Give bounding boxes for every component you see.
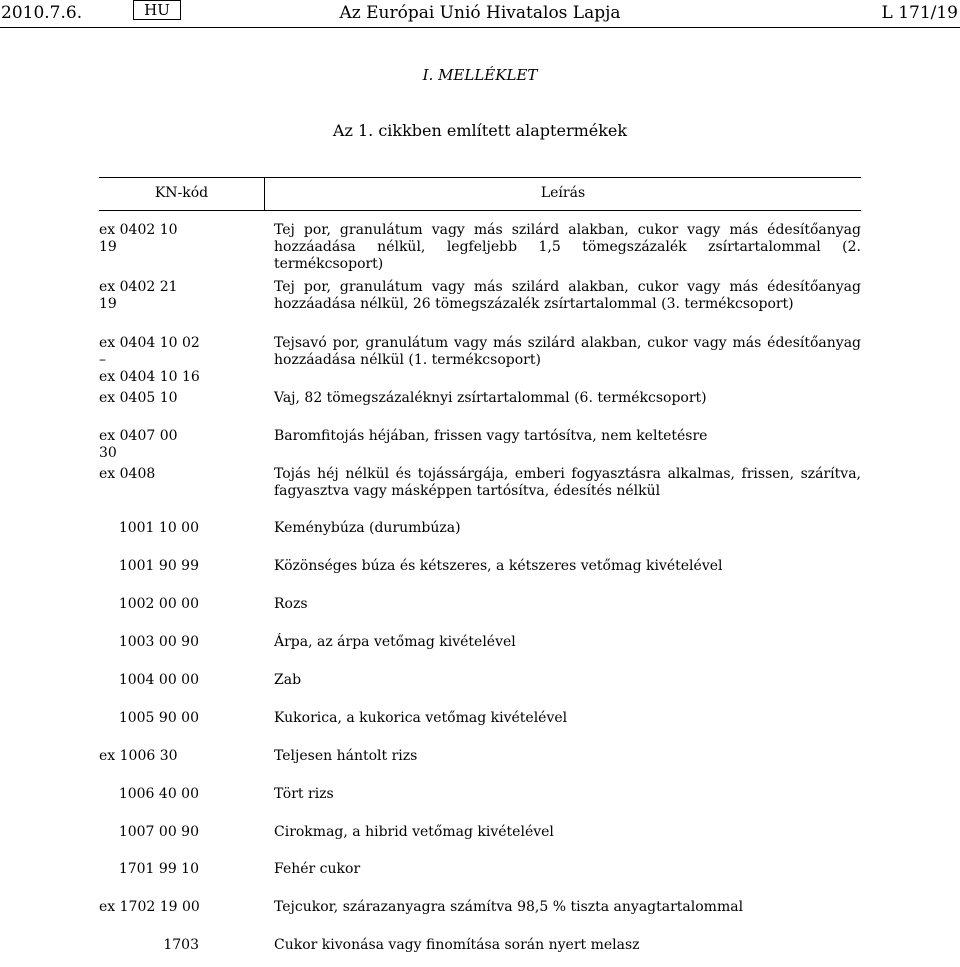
column-header-code: KN-kód xyxy=(154,185,209,201)
row-code: 1703 xyxy=(163,937,199,953)
row-code: 1701 99 10 xyxy=(118,861,199,877)
row-code: 1004 00 00 xyxy=(118,672,199,688)
page-header xyxy=(0,0,960,28)
row-description: Tojás héj nélkül és tojássárgája, emberi fogyasztásra alkalmas, frissen, szárítva, fagyasztva vagy másképpen tartósítva, édesítés nélkül xyxy=(274,466,861,499)
row-code-line-1: ex 0404 10 02 – xyxy=(99,335,200,368)
row-description: Fehér cukor xyxy=(274,861,361,877)
row-code: ex 0402 21 19 xyxy=(99,279,178,312)
table-header xyxy=(99,177,861,211)
row-description: Tejsavó por, granulátum vagy más szilárd alakban, cukor vagy más édesítőanyag hozzáadása nélkül (1. termékcsoport) xyxy=(274,335,861,368)
row-code: ex 1702 19 00 xyxy=(99,899,200,915)
journal-title: Az Európai Unió Hivatalos Lapja xyxy=(339,3,621,23)
language-badge: HU xyxy=(133,0,181,20)
row-code: ex 1006 30 xyxy=(99,748,178,764)
publication-date: 2010.7.6. xyxy=(1,3,83,23)
section-subtitle: Az 1. cikkben említett alaptermékek xyxy=(332,121,628,140)
row-description: Árpa, az árpa vetőmag kivételével xyxy=(274,634,516,650)
row-description: Keménybúza (durumbúza) xyxy=(274,520,461,536)
row-code: 1007 00 90 xyxy=(118,824,199,840)
row-description: Rozs xyxy=(274,596,308,612)
table-row xyxy=(99,279,861,319)
row-code: ex 0407 00 30 xyxy=(99,428,178,461)
row-description: Kukorica, a kukorica vetőmag kivételével xyxy=(274,710,568,726)
row-description: Tej por, granulátum vagy más szilárd alakban, cukor vagy más édesítőanyag hozzáadása nélkül, 26 tömegszázalék zsírtartalommal (3. termékcsoport) xyxy=(274,279,861,312)
row-code: ex 0402 10 19 xyxy=(99,222,178,255)
table-row xyxy=(99,222,861,272)
row-description: Vaj, 82 tömegszázaléknyi zsírtartalommal (6. termékcsoport) xyxy=(274,390,707,406)
table-row xyxy=(99,466,861,506)
row-code: ex 0408 xyxy=(99,466,156,482)
row-code-line-2: ex 0404 10 16 xyxy=(99,369,200,385)
product-table xyxy=(99,177,861,953)
row-description: Tejcukor, szárazanyagra számítva 98,5 % tiszta anyagtartalommal xyxy=(274,899,744,915)
row-code xyxy=(99,335,209,386)
row-description: Zab xyxy=(274,672,302,688)
row-code: 1001 10 00 xyxy=(118,520,199,536)
column-header-description: Leírás xyxy=(540,185,586,201)
row-description: Teljesen hántolt rizs xyxy=(274,748,418,764)
row-code: 1005 90 00 xyxy=(118,710,199,726)
page-number: L 171/19 xyxy=(881,3,958,23)
row-code: 1001 90 99 xyxy=(118,558,199,574)
row-description: Közönséges búza és kétszeres, a kétszeres vetőmag kivételével xyxy=(274,558,723,574)
annex-title: I. MELLÉKLET xyxy=(422,66,538,84)
row-description: Tört rizs xyxy=(274,786,334,802)
row-description: Cirokmag, a hibrid vetőmag kivételével xyxy=(274,824,554,840)
row-code: ex 0405 10 xyxy=(99,390,178,406)
row-code: 1006 40 00 xyxy=(118,786,199,802)
row-description: Cukor kivonása vagy finomítása során nyert melasz xyxy=(274,937,640,953)
row-description: Baromfitojás héjában, frissen vagy tartósítva, nem keltetésre xyxy=(274,428,708,444)
row-code: 1003 00 90 xyxy=(118,634,199,650)
row-code: 1002 00 00 xyxy=(118,596,199,612)
table-row xyxy=(99,335,861,385)
row-description: Tej por, granulátum vagy más szilárd alakban, cukor vagy más édesítőanyag hozzáadása nélkül, legfeljebb 1,5 tömegszázalék zsírtartalommal (2. termékcsoport) xyxy=(274,222,861,272)
